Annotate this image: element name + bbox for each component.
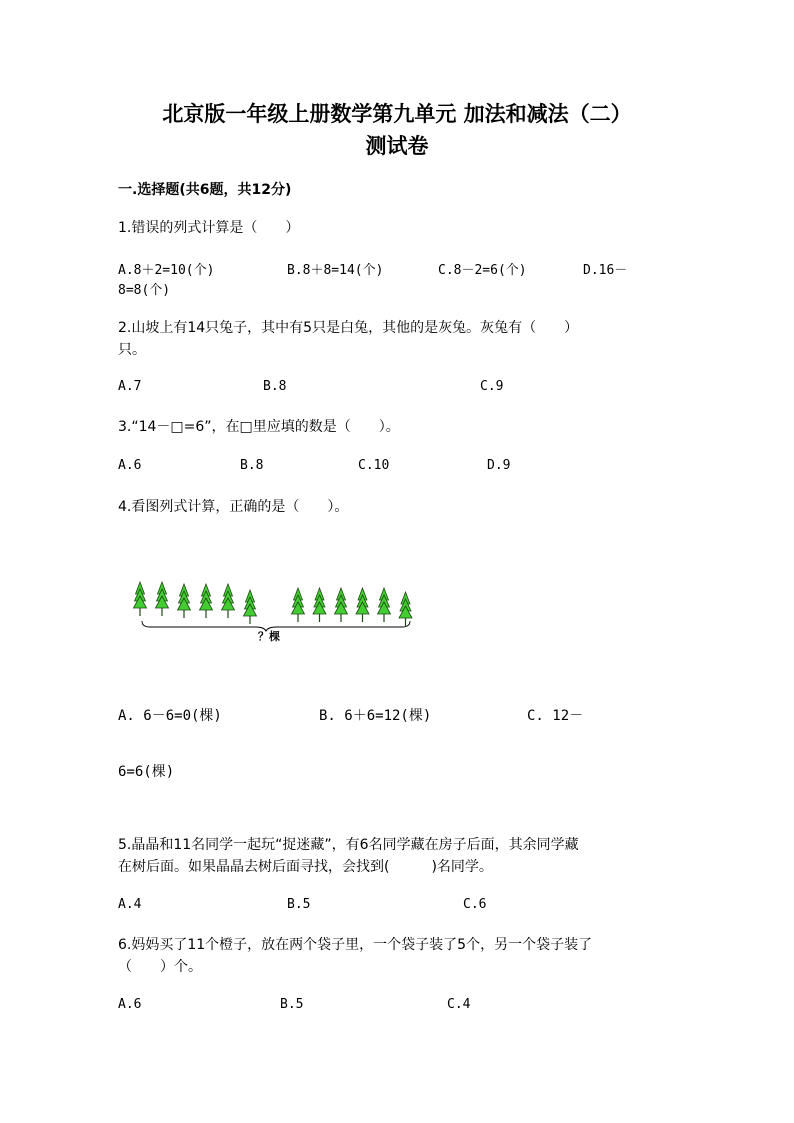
question-4-option-c-cont: 6=6(棵) xyxy=(118,764,175,780)
tree-icon xyxy=(356,588,369,622)
question-1-option-d-cont: 8=8(个) xyxy=(118,283,171,298)
tree-icon xyxy=(200,584,213,618)
question-5-option-a: A.4 xyxy=(118,897,142,912)
tree-icon xyxy=(378,588,391,622)
figure-label: ？棵 xyxy=(258,630,280,643)
question-2-stem-line-2: 只。 xyxy=(118,342,146,358)
question-1-option-a: A.8＋2=10(个) xyxy=(118,263,215,278)
question-6-option-b: B.5 xyxy=(280,997,304,1012)
question-6-option-a: A.6 xyxy=(118,997,142,1012)
question-2-option-c: C.9 xyxy=(480,379,504,394)
question-4-option-b: B. 6＋6=12(棵) xyxy=(319,708,432,724)
question-6-stem-line-1: 6.妈妈买了11个橙子，放在两个袋子里，一个袋子装了5个，另一个袋子装了 xyxy=(118,937,593,953)
question-2-option-a: A.7 xyxy=(118,379,142,394)
question-1-option-d: D.16－ xyxy=(583,263,628,278)
tree-icon xyxy=(399,592,412,626)
tree-icon xyxy=(335,588,348,622)
tree-icon xyxy=(292,588,305,622)
question-3-option-d: D.9 xyxy=(487,458,511,473)
question-1-option-b: B.8＋8=14(个) xyxy=(287,263,384,278)
tree-icon xyxy=(178,584,191,618)
tree-figure xyxy=(128,578,428,648)
question-4-stem: 4.看图列式计算，正确的是（ ）。 xyxy=(118,499,349,515)
tree-icon xyxy=(134,582,147,616)
question-1-option-c: C.8－2=6(个) xyxy=(438,263,527,278)
question-6-option-c: C.4 xyxy=(447,997,471,1012)
question-5-option-c: C.6 xyxy=(463,897,487,912)
tree-icon xyxy=(222,584,235,618)
question-3-stem: 3.“14－□=6”，在□里应填的数是（ ）。 xyxy=(118,419,400,435)
tree-icon xyxy=(313,588,326,622)
question-3-option-c: C.10 xyxy=(358,458,390,473)
question-4-option-a: A. 6－6=0(棵) xyxy=(118,708,222,724)
tree-icon xyxy=(156,582,169,616)
left-tree-group xyxy=(134,582,257,624)
question-3-option-b: B.8 xyxy=(240,458,264,473)
question-2-option-b: B.8 xyxy=(263,379,287,394)
question-4-option-c: C. 12－ xyxy=(527,708,584,724)
question-5-stem-line-1: 5.晶晶和11名同学一起玩“捉迷藏”，有6名同学藏在房子后面，其余同学藏 xyxy=(118,837,579,853)
tree-icon xyxy=(244,590,257,624)
question-6-stem-line-2: （ ）个。 xyxy=(118,959,202,975)
question-1-stem: 1.错误的列式计算是（ ） xyxy=(118,220,300,236)
section-heading: 一.选择题(共6题，共12分) xyxy=(118,182,292,198)
question-5-stem-line-2: 在树后面。如果晶晶去树后面寻找，会找到( )名同学。 xyxy=(118,859,493,875)
question-3-option-a: A.6 xyxy=(118,458,142,473)
document-title-line-2: 测试卷 xyxy=(365,133,429,158)
question-2-stem-line-1: 2.山坡上有14只兔子，其中有5只是白兔，其他的是灰兔。灰兔有（ ） xyxy=(118,320,579,336)
right-tree-group xyxy=(292,588,413,626)
document-title-line-1: 北京版一年级上册数学第九单元 加法和减法（二） xyxy=(162,101,632,126)
question-5-option-b: B.5 xyxy=(287,897,311,912)
